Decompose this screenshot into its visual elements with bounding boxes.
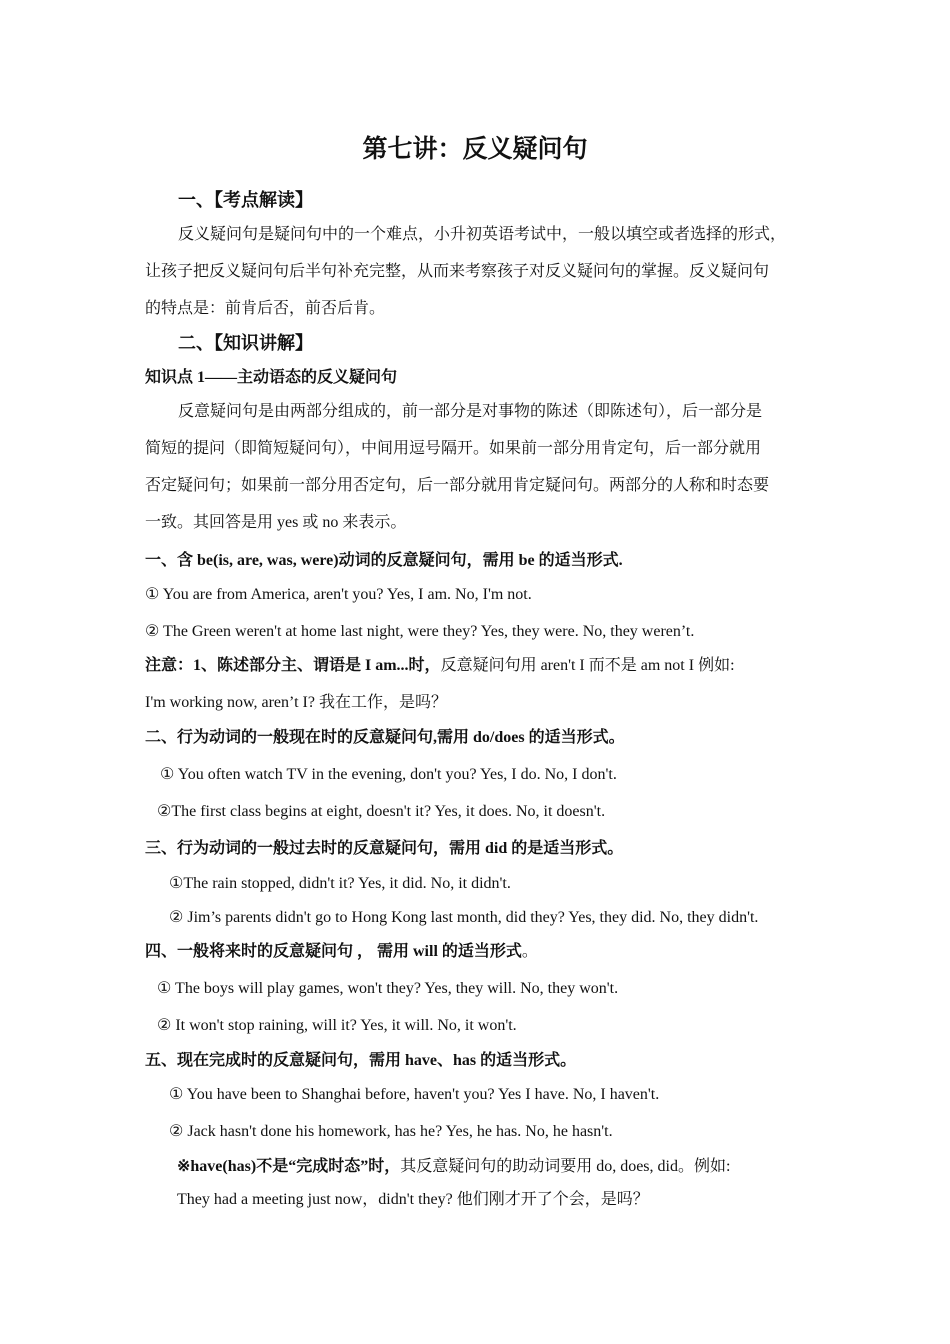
note-text: 反意疑问句用 aren't I 而不是 am not I 例如: [440,657,735,674]
note-line [145,656,735,676]
paragraph-line: 反义疑问句是疑问句中的一个难点，小升初英语考试中，一般以填空或者选择的形式， [178,226,787,243]
knowledge-point-title: 知识点 1——主动语态的反义疑问句 [145,369,398,386]
note-text: 其反意疑问句的助动词要用 do, does, did。例如: [400,1158,731,1175]
example-line: ②The first class begins at eight, doesn't it? Yes, it does. No, it doesn't. [157,803,606,820]
rule-heading: 三、行为动词的一般过去时的反意疑问句，需用 did 的是适当形式。 [145,840,624,857]
paragraph-line: 反意疑问句是由两部分组成的，前一部分是对事物的陈述（即陈述句），后一部分是 [178,403,763,420]
example-line: ① You have been to Shanghai before, haven't you? Yes I have. No, I haven't. [169,1086,660,1103]
rule-heading: 二、行为动词的一般现在时的反意疑问句,需用 do/does 的适当形式。 [145,729,625,746]
paragraph-line: 简短的提问（即简短疑问句），中间用逗号隔开。如果前一部分用肯定句，后一部分就用 [145,440,762,457]
example-line: ② Jack hasn't done his homework, has he? Yes, he has. No, he hasn't. [169,1123,613,1140]
note-emphasis: ※have(has)不是“完成时态”时， [177,1158,401,1175]
section-heading-exam-points: 一、【考点解读】 [178,190,313,210]
example-line: ① The boys will play games, won't they? Yes, they will. No, they won't. [157,980,619,997]
example-line: ① You are from America, aren't you? Yes, I am. No, I'm not. [145,586,532,603]
example-line: They had a meeting just now，didn't they? 他们刚才开了个会，是吗？ [177,1191,649,1208]
example-line: I'm working now, aren’t I? 我在工作，是吗？ [145,694,447,711]
rule-heading-text: 四、一般将来时的反意疑问句 ， 需用 will 的适当形式 [145,943,522,960]
rule-heading [145,942,538,962]
paragraph-line: 否定疑问句；如果前一部分用否定句，后一部分就用肯定疑问句。两部分的人称和时态要 [145,477,770,494]
rule-heading-tail: 。 [521,943,538,960]
example-line: ② Jim’s parents didn't go to Hong Kong last month, did they? Yes, they did. No, they didn't. [169,909,759,926]
rule-heading: 一、含 be(is, are, was, were)动词的反意疑问句，需用 be 的适当形式. [145,552,623,569]
paragraph-line: 的特点是：前肯后否，前否后肯。 [145,300,386,317]
paragraph-line: 一致。其回答是用 yes 或 no 来表示。 [145,514,407,531]
section-heading-knowledge: 二、【知识讲解】 [178,333,313,353]
example-line: ① You often watch TV in the evening, don't you? Yes, I do. No, I don't. [160,766,617,783]
paragraph-line: 让孩子把反义疑问句后半句补充完整，从而来考察孩子对反义疑问句的掌握。反义疑问句 [145,263,770,280]
example-line: ①The rain stopped, didn't it? Yes, it did. No, it didn't. [169,875,511,892]
rule-heading: 五、现在完成时的反意疑问句，需用 have、has 的适当形式。 [145,1052,577,1069]
page-title: 第七讲：反义疑问句 [362,136,588,163]
example-line: ② It won't stop raining, will it? Yes, it will. No, it won't. [157,1017,517,1034]
note-line [177,1157,730,1177]
example-line: ② The Green weren't at home last night, were they? Yes, they were. No, they weren’t. [145,623,695,640]
note-emphasis: 注意：1、陈述部分主、谓语是 I am...时， [145,657,441,674]
